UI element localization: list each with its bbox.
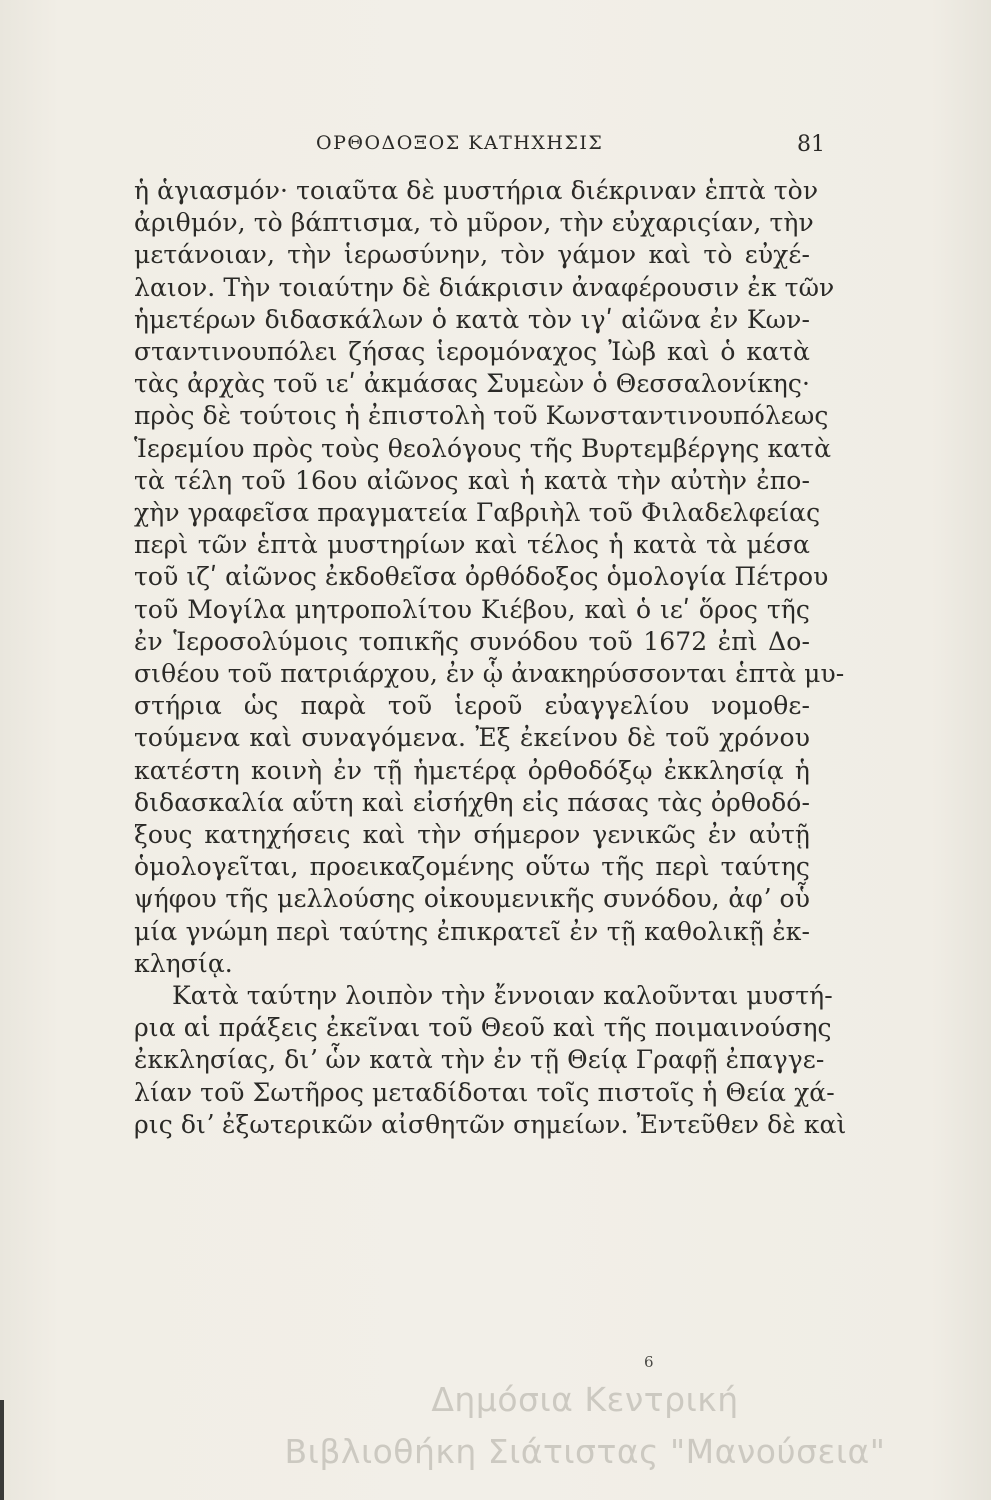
text-line: σταντινουπόλει ζήσας ἱερομόναχος Ἰὼβ καὶ ὁ κατὰ [134, 337, 810, 367]
text-line: μετάνοιαν, τὴν ἱερωσύνην, τὸν γάμον καὶ τὸ εὐχέ- [134, 240, 810, 270]
page-number: 81 [797, 132, 825, 157]
text-line: μία γνώμη περὶ ταύτης ἐπικρατεῖ ἐν τῇ καθολικῇ ἐκ- [134, 916, 810, 946]
text-line: ἡμετέρων διδασκάλων ὁ κατὰ τὸν ιγʹ αἰῶνα ἐν Κων- [134, 304, 810, 334]
text-line: περὶ τῶν ἑπτὰ μυστηρίων καὶ τέλος ἡ κατὰ τὰ μέσα [134, 530, 810, 560]
text-line: Ἱερεμίου πρὸς τοὺς θεολόγους τῆς Βυρτεμβέργης κατὰ [134, 433, 832, 463]
text-line: στήρια ὡς παρὰ τοῦ ἱεροῦ εὐαγγελίου νομοθε- [134, 691, 810, 721]
text-line: τὰ τέλη τοῦ 16ου αἰῶνος καὶ ἡ κατὰ τὴν αὐτὴν ἐπο- [134, 465, 810, 495]
running-title: ΟΡΘΟΔΟΞΟΣ ΚΑΤΗΧΗΣΙΣ [316, 132, 604, 154]
text-line: ψήφου τῆς μελλούσης οἰκουμενικῆς συνόδου, ἀφʼ οὗ [134, 884, 810, 914]
text-line: Κατὰ ταύτην λοιπὸν τὴν ἔννοιαν καλοῦνται μυστή- [172, 981, 833, 1011]
signature-mark: 6 [644, 1353, 654, 1371]
text-line: ἐν Ἱεροσολύμοις τοπικῆς συνόδου τοῦ 1672 ἐπὶ Δο- [134, 626, 810, 656]
text-line: τοῦ ιζʹ αἰῶνος ἐκδοθεῖσα ὀρθόδοξος ὁμολογία Πέτρου [134, 562, 829, 592]
text-line: κλησίᾳ. [134, 948, 233, 978]
text-line: ξους κατηχήσεις καὶ τὴν σήμερον γενικῶς ἐν αὐτῇ [134, 820, 810, 850]
text-line: τὰς ἀρχὰς τοῦ ιεʹ ἀκμάσας Συμεὼν ὁ Θεσσαλονίκης· [134, 369, 810, 399]
text-line: τούμενα καὶ συναγόμενα. Ἐξ ἐκείνου δὲ τοῦ χρόνου [134, 723, 810, 753]
text-line: λίαν τοῦ Σωτῆρος μεταδίδοται τοῖς πιστοῖς ἡ Θεία χά- [134, 1077, 835, 1107]
body-text [134, 175, 847, 1141]
text-line: ὁμολογεῖται, προεικαζομένης οὕτω τῆς περὶ ταύτης [134, 852, 810, 882]
text-line: τοῦ Μογίλα μητροπολίτου Κιέβου, καὶ ὁ ιεʹ ὅρος τῆς [134, 594, 810, 624]
text-line: ἡ ἁγιασμόν· τοιαῦτα δὲ μυστήρια διέκριναν ἑπτὰ τὸν [134, 176, 819, 205]
text-line: λαιον. Τὴν τοιαύτην δὲ διάκρισιν ἀναφέρουσιν ἐκ τῶν [134, 272, 835, 302]
text-line: κατέστη κοινὴ ἐν τῇ ἡμετέρᾳ ὀρθοδόξῳ ἐκκλησίᾳ ἡ [134, 755, 810, 785]
scan-edge-shadow [0, 1400, 4, 1500]
text-line: ἀριθμόν, τὸ βάπτισμα, τὸ μῦρον, τὴν εὐχαριςίαν, τὴν [134, 208, 814, 238]
watermark-line: Δημόσια Κεντρική [431, 1380, 739, 1419]
watermark-line: Βιβλιοθήκη Σιάτιστας "Μανούσεια" [284, 1432, 886, 1471]
text-line: ρις διʼ ἐξωτερικῶν αἰσθητῶν σημείων. Ἐντεῦθεν δὲ καὶ [134, 1109, 847, 1139]
text-line: χὴν γραφεῖσα πραγματεία Γαβριὴλ τοῦ Φιλαδελφείας [134, 498, 821, 528]
text-line: σιθέου τοῦ πατριάρχου, ἐν ᾧ ἀνακηρύσσονται ἑπτὰ μυ- [134, 659, 845, 689]
library-watermark [205, 1374, 965, 1478]
text-line: ἐκκλησίας, διʼ ὧν κατὰ τὴν ἐν τῇ Θείᾳ Γραφῇ ἐπαγγε- [134, 1045, 825, 1075]
text-line: διδασκαλία αὕτη καὶ εἰσήχθη εἰς πάσας τὰς ὀρθοδό- [134, 787, 810, 817]
text-line: ρια αἱ πράξεις ἐκεῖναι τοῦ Θεοῦ καὶ τῆς ποιμαινούσης [134, 1013, 832, 1043]
page-header [140, 132, 825, 162]
text-line: πρὸς δὲ τούτοις ἡ ἐπιστολὴ τοῦ Κωνσταντινουπόλεως [134, 401, 829, 431]
